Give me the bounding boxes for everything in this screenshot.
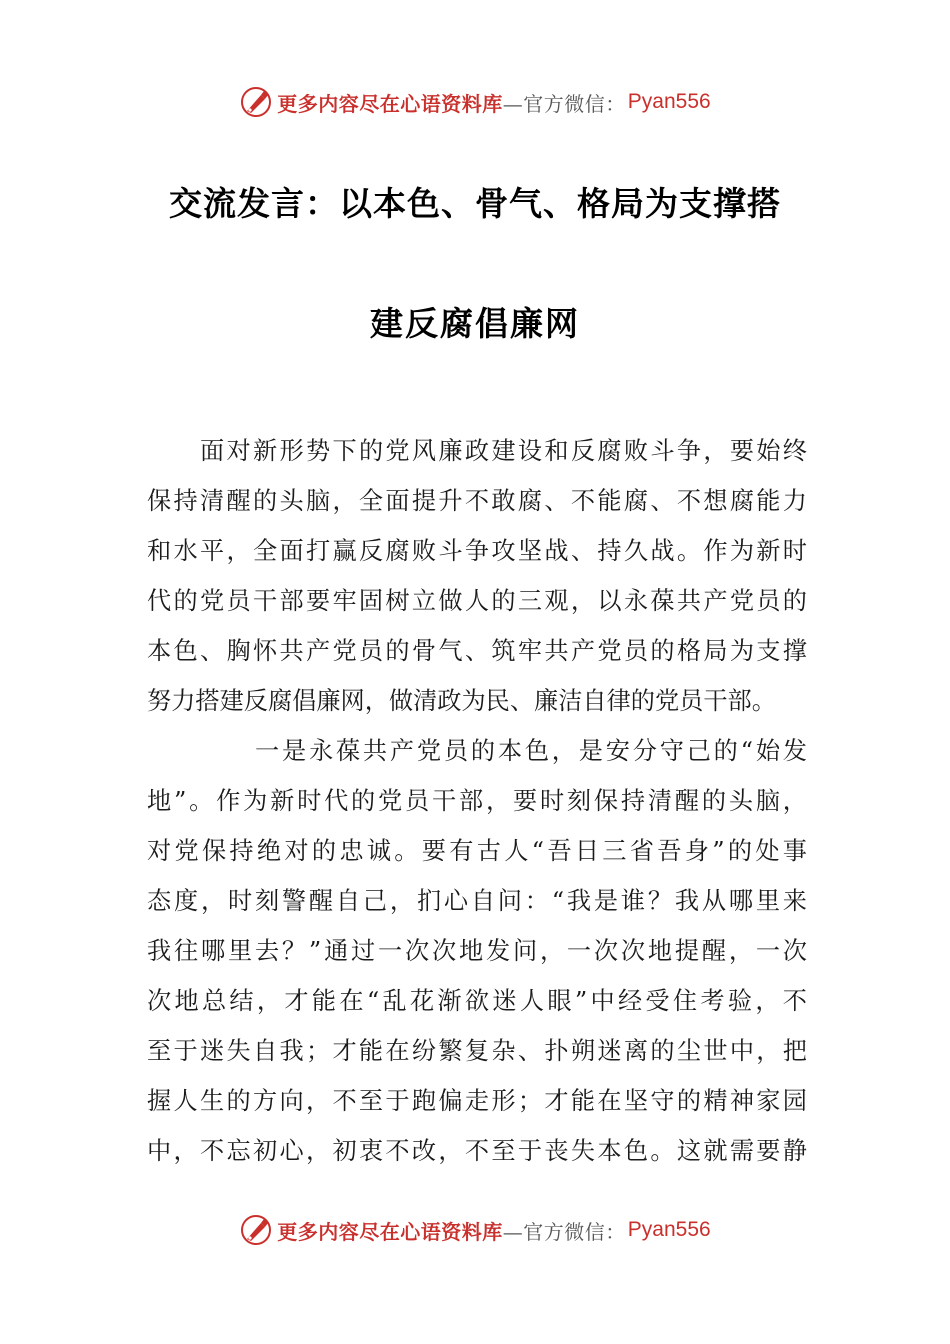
body-line: 保持清醒的头脑，全面提升不敢腐、不能腐、不想腐能力 [147,487,807,515]
banner-wechat-id: Pyan556 [627,1218,711,1241]
pen-nib-logo-icon [239,85,273,119]
banner-brand-text: 更多内容尽在心语资料库 [277,91,503,116]
banner-brand-text: 更多内容尽在心语资料库 [277,1219,503,1244]
document-body [147,426,807,1176]
banner-wechat-id: Pyan556 [627,90,711,113]
header-banner [0,82,950,122]
body-line: 一是永葆共产党员的本色，是安分守己的“始发 [255,737,807,765]
document-title-line-1: 交流发言：以本色、骨气、格局为支撑搭 [169,184,781,223]
body-line: 和水平，全面打赢反腐败斗争攻坚战、持久战。作为新时 [147,537,807,565]
body-line: 对党保持绝对的忠诚。要有古人“吾日三省吾身”的处事 [147,837,807,865]
body-line: 次地总结，才能在“乱花渐欲迷人眼”中经受住考验，不 [147,987,807,1015]
body-line: 代的党员干部要牢固树立做人的三观，以永葆共产党员的 [147,587,807,615]
body-line: 中，不忘初心，初衷不改，不至于丧失本色。这就需要静 [147,1137,807,1165]
body-line: 地”。作为新时代的党员干部，要时刻保持清醒的头脑， [147,787,807,815]
pen-nib-logo-icon [239,1213,273,1247]
footer-banner [0,1210,950,1250]
document-title-line-2: 建反腐倡廉网 [370,304,580,343]
body-line: 我往哪里去？”通过一次次地发问，一次次地提醒，一次 [147,937,807,965]
banner-official-text: —官方微信： [502,91,626,116]
body-line: 至于迷失自我；才能在纷繁复杂、扑朔迷离的尘世中，把 [147,1037,807,1065]
banner-official-text: —官方微信： [502,1219,626,1244]
body-line: 本色、胸怀共产党员的骨气、筑牢共产党员的格局为支撑 [147,637,807,665]
body-line: 态度，时刻警醒自己，扪心自问：“我是谁？我从哪里来 [147,887,807,915]
body-line: 握人生的方向，不至于跑偏走形；才能在坚守的精神家园 [147,1087,807,1115]
body-line: 面对新形势下的党风廉政建设和反腐败斗争，要始终 [200,437,807,465]
body-line: 努力搭建反腐倡廉网，做清政为民、廉洁自律的党员干部。 [147,687,776,715]
